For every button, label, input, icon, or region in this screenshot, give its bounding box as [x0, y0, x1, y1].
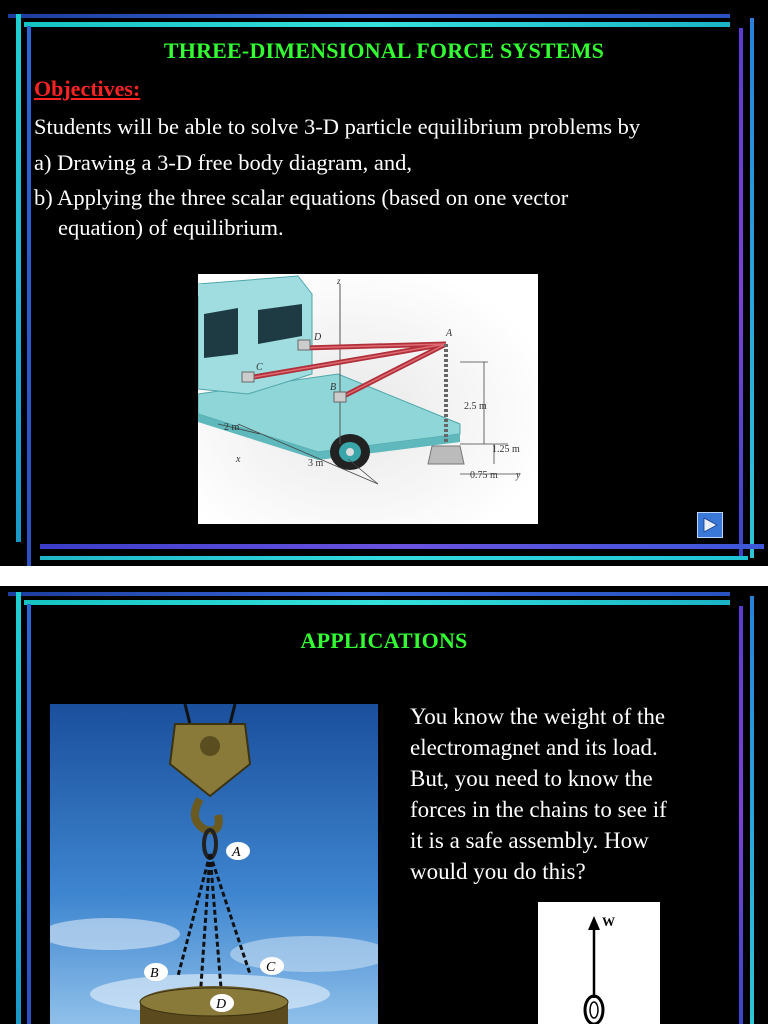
slide-applications: [0, 586, 768, 1024]
slide-title: THREE-DIMENSIONAL FORCE SYSTEMS: [163, 38, 605, 63]
paragraph-line: But, you need to know the: [410, 766, 653, 791]
frame-bar: [27, 604, 31, 1024]
frame-bar: [24, 22, 730, 27]
fig-label-C: C: [256, 362, 263, 373]
frame-bar: [16, 14, 21, 542]
fig-dim-2: 2 m: [224, 422, 240, 433]
fig-dim-3: 3 m: [308, 458, 324, 469]
slide-title: APPLICATIONS: [300, 628, 468, 653]
paragraph-line: forces in the chains to see if: [410, 797, 667, 822]
objective-line: a) Drawing a 3-D free body diagram, and,: [34, 150, 412, 175]
frame-bar: [750, 18, 754, 558]
paragraph-line: electromagnet and its load.: [410, 735, 658, 760]
frame-bar: [739, 28, 743, 556]
frame-bar: [8, 14, 730, 18]
photo-label-A: A: [232, 845, 241, 860]
paragraph-line: would you do this?: [410, 859, 586, 884]
fig-label-z: z: [337, 276, 341, 286]
truck-crane-figure: [198, 274, 538, 524]
frame-bar: [16, 592, 21, 1024]
photo-label-D: D: [216, 997, 227, 1012]
paragraph-line: You know the weight of the: [410, 704, 666, 729]
fig-label-B: B: [330, 382, 337, 393]
objective-line: Students will be able to solve 3-D particle equilibrium problems by: [34, 114, 641, 139]
free-body-diagram: [538, 902, 660, 1024]
arrow-up-icon: [588, 916, 600, 930]
objectives-label: Objectives:: [34, 76, 141, 101]
photo-label-C: C: [266, 960, 276, 975]
fig-label-A: A: [446, 328, 453, 339]
electromagnet-photo: [50, 704, 378, 1024]
next-arrow-icon: [702, 517, 718, 533]
frame-bar: [24, 600, 730, 605]
frame-bar: [40, 556, 748, 560]
fig-label-y: y: [516, 470, 521, 481]
weight-label: W: [602, 914, 615, 929]
objective-line: equation) of equilibrium.: [58, 215, 284, 240]
frame-bar: [750, 596, 754, 1024]
frame-bar: [8, 592, 730, 596]
frame-bar: [40, 544, 764, 549]
fig-dim-2-5: 2.5 m: [464, 401, 487, 412]
slide-separator: [0, 566, 768, 586]
fig-dim-1-25: 1.25 m: [492, 444, 520, 455]
frame-bar: [27, 26, 31, 566]
fig-label-x: x: [236, 454, 241, 465]
next-slide-button[interactable]: [697, 512, 723, 538]
fig-dim-0-75: 0.75 m: [470, 470, 498, 481]
fig-label-D: D: [314, 332, 322, 343]
paragraph-line: it is a safe assembly. How: [410, 828, 649, 853]
photo-label-B: B: [150, 966, 159, 981]
objective-line: b) Applying the three scalar equations (based on one vector: [34, 185, 569, 210]
